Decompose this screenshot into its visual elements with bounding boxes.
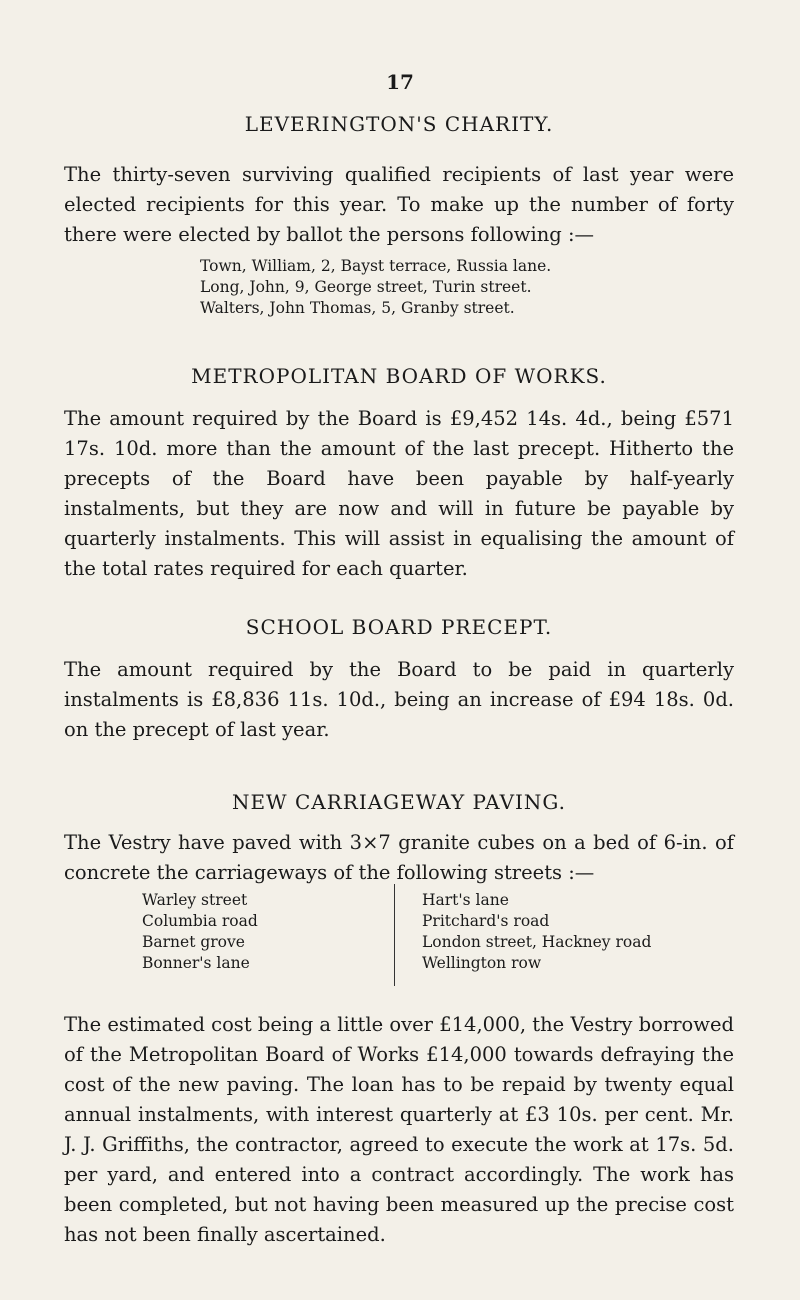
heading-new-carriageway: NEW CARRIAGEWAY PAVING. xyxy=(231,790,567,814)
paragraph-leverington: The thirty-seven surviving qualified recipients of last year were elected recipients for this year. To make up the number of forty there were elected by ballot the persons following :— xyxy=(64,163,734,246)
paragraph-carriageway: The Vestry have paved with 3×7 granite cubes on a bed of 6-in. of concrete the carriageways of the following streets :— xyxy=(64,831,734,884)
street-item: Hart's lane xyxy=(422,891,509,909)
recipient-entry: Walters, John Thomas, 5, Granby street. xyxy=(200,299,515,317)
recipient-list xyxy=(200,256,551,319)
street-item: Bonner's lane xyxy=(142,954,250,972)
recipient-entry: Town, William, 2, Bayst terrace, Russia lane. xyxy=(200,257,552,275)
street-item: London street, Hackney road xyxy=(422,933,652,951)
street-item: Pritchard's road xyxy=(422,912,550,930)
street-item: Barnet grove xyxy=(142,933,245,951)
street-column-left xyxy=(142,890,382,974)
street-item: Wellington row xyxy=(422,954,542,972)
page-number: 17 xyxy=(386,70,414,94)
heading-metropolitan-board: METROPOLITAN BOARD OF WORKS. xyxy=(191,364,607,388)
paragraph-carriageway-cost: The estimated cost being a little over £14,000, the Vestry borrowed of the Metropolitan Board of Works £14,000 towards defraying the cost of the new paving. The loan has to be repaid by twenty equal annual instalments, with interest quarterly at £3 10s. per cent. Mr. J. J. Griffiths, the contractor, agreed to execute the work at 17s. 5d. per yard, and entered into a contract accordingly. The work has been completed, but not having been measured up the precise cost has not been finally ascertained. xyxy=(64,1013,734,1246)
paragraph-school-board: The amount required by the Board to be paid in quarterly instalments is £8,836 11s. 10d., being an increase of £94 18s. 0d. on the precept of last year. xyxy=(64,658,734,741)
column-divider xyxy=(394,884,395,986)
heading-leverington-charity: LEVERINGTON'S CHARITY. xyxy=(244,112,554,136)
street-item: Warley street xyxy=(142,891,248,909)
street-item: Columbia road xyxy=(142,912,258,930)
recipient-entry: Long, John, 9, George street, Turin street. xyxy=(200,278,532,296)
paragraph-metropolitan: The amount required by the Board is £9,452 14s. 4d., being £571 17s. 10d. more than the amount of the last precept. Hitherto the precepts of the Board have been payable by half-yearly instalments, but they are now and will in future be payable by quarterly instalments. This will assist in equalising the amount of the total rates required for each quarter. xyxy=(64,407,734,580)
street-column-right xyxy=(422,890,651,974)
heading-school-board: SCHOOL BOARD PRECEPT. xyxy=(245,615,553,639)
